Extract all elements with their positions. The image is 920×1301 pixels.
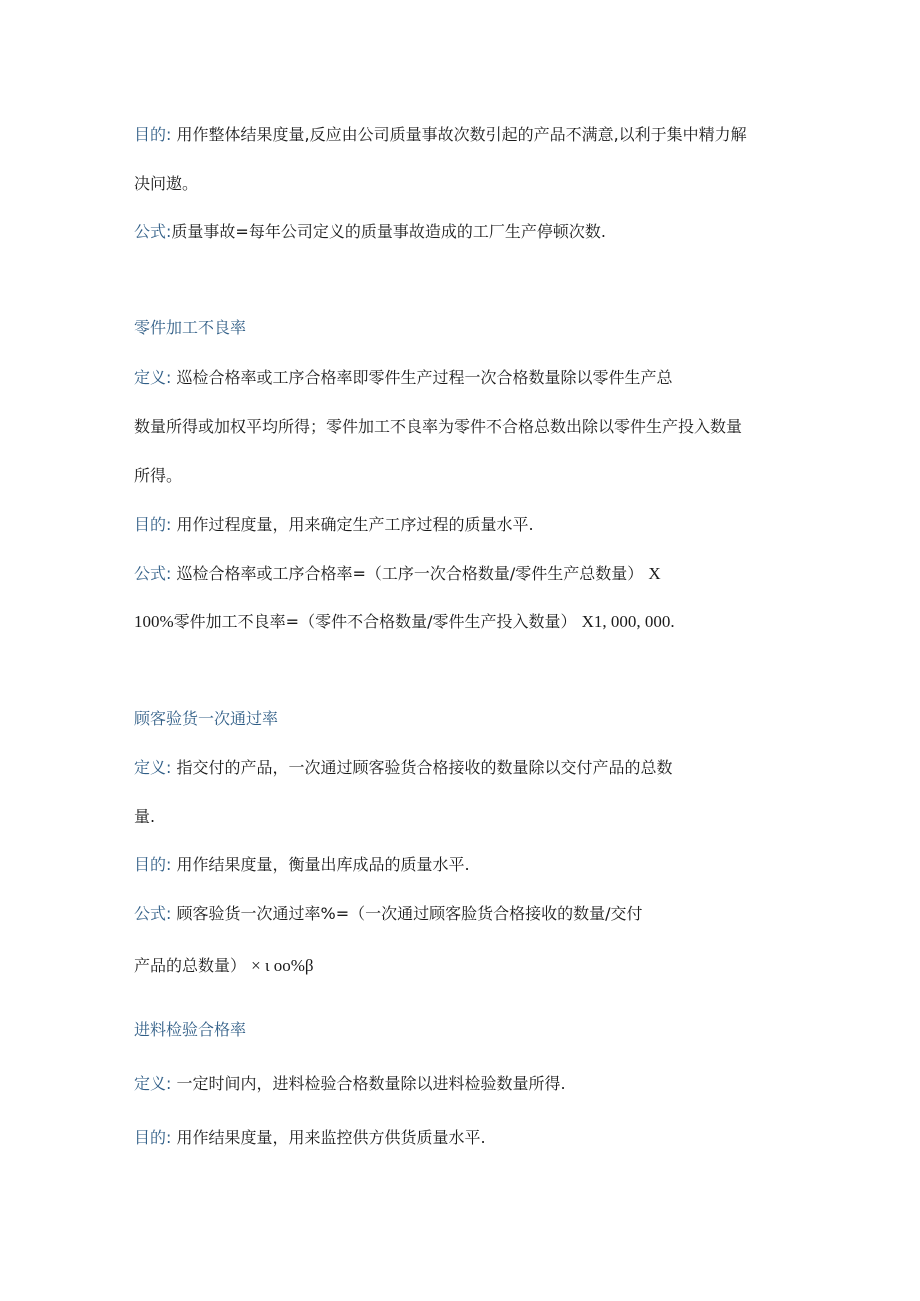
formula-multiplier: × ι oo%β bbox=[251, 956, 314, 975]
definition-text: 一定时间内，进料检验合格数量除以进料检验数量所得. bbox=[176, 1074, 566, 1093]
definition-line bbox=[134, 1072, 566, 1096]
definition-line bbox=[134, 366, 673, 390]
section-heading: 进料检验合格率 bbox=[134, 1020, 247, 1039]
purpose-label: 目的: bbox=[134, 855, 172, 874]
formula-multiplier: X1, 000, 000. bbox=[581, 612, 675, 631]
definition-text: 量. bbox=[134, 807, 156, 826]
definition-text: 巡检合格率或工序合格率即零件生产过程一次合格数量除以零件生产总 bbox=[176, 368, 673, 387]
purpose-line-continued bbox=[134, 172, 198, 196]
definition-label: 定义: bbox=[134, 368, 172, 387]
purpose-line bbox=[134, 513, 534, 537]
purpose-text: 用作结果度量，用来监控供方供货质量水平. bbox=[176, 1128, 486, 1147]
purpose-label: 目的: bbox=[134, 125, 172, 144]
definition-line-continued bbox=[134, 464, 182, 488]
definition-line-continued bbox=[134, 805, 155, 829]
formula-label: 公式: bbox=[134, 222, 172, 241]
purpose-label: 目的: bbox=[134, 1128, 172, 1147]
definition-label: 定义: bbox=[134, 1074, 172, 1093]
definition-text: 所得。 bbox=[134, 466, 183, 485]
definition-text: 指交付的产品，一次通过顾客验货合格接收的数量除以交付产品的总数 bbox=[176, 758, 673, 777]
purpose-label: 目的: bbox=[134, 515, 172, 534]
definition-line bbox=[134, 756, 673, 780]
purpose-line bbox=[134, 853, 470, 877]
purpose-line bbox=[134, 123, 747, 147]
formula-line-continued bbox=[134, 610, 675, 634]
formula-text: 顾客验货一次通过率%=（一次通过顾客脸货合格接收的数量/交付 bbox=[176, 904, 643, 923]
formula-text: 零件加工不良率=（零件不合格数量/零件生产投入数量） bbox=[173, 612, 577, 631]
formula-line-continued bbox=[134, 954, 314, 978]
purpose-text: 用作过程度量，用来确定生产工序过程的质量水平. bbox=[176, 515, 534, 534]
purpose-text: 用作整体结果度量,反应由公司质量事故次数引起的产品不满意,以利于集中精力解 bbox=[176, 125, 747, 144]
definition-text: 数量所得或加权平均所得；零件加工不良率为零件不合格总数出除以零件生产投入数量 bbox=[134, 417, 743, 436]
formula-text: 质量事故=每年公司定义的质量事故造成的工厂生产停顿次数. bbox=[171, 222, 606, 241]
formula-line bbox=[134, 902, 643, 926]
formula-label: 公式: bbox=[134, 564, 172, 583]
definition-line-continued bbox=[134, 415, 742, 439]
formula-percent: 100% bbox=[134, 612, 174, 631]
section-heading: 零件加工不良率 bbox=[134, 318, 247, 337]
definition-label: 定义: bbox=[134, 758, 172, 777]
section-heading: 顾客验货一次通过率 bbox=[134, 709, 279, 728]
formula-text: 产品的总数量） bbox=[134, 956, 247, 975]
purpose-text: 用作结果度量，衡量出库成品的质量水平. bbox=[176, 855, 470, 874]
formula-label: 公式: bbox=[134, 904, 172, 923]
formula-line bbox=[134, 562, 661, 586]
purpose-text: 决问遨。 bbox=[134, 174, 199, 193]
formula-multiplier: X bbox=[648, 564, 661, 583]
purpose-line bbox=[134, 1126, 486, 1150]
formula-text: 巡检合格率或工序合格率=（工序一次合格数量/零件生产总数量） bbox=[176, 564, 644, 583]
formula-line bbox=[134, 220, 606, 244]
